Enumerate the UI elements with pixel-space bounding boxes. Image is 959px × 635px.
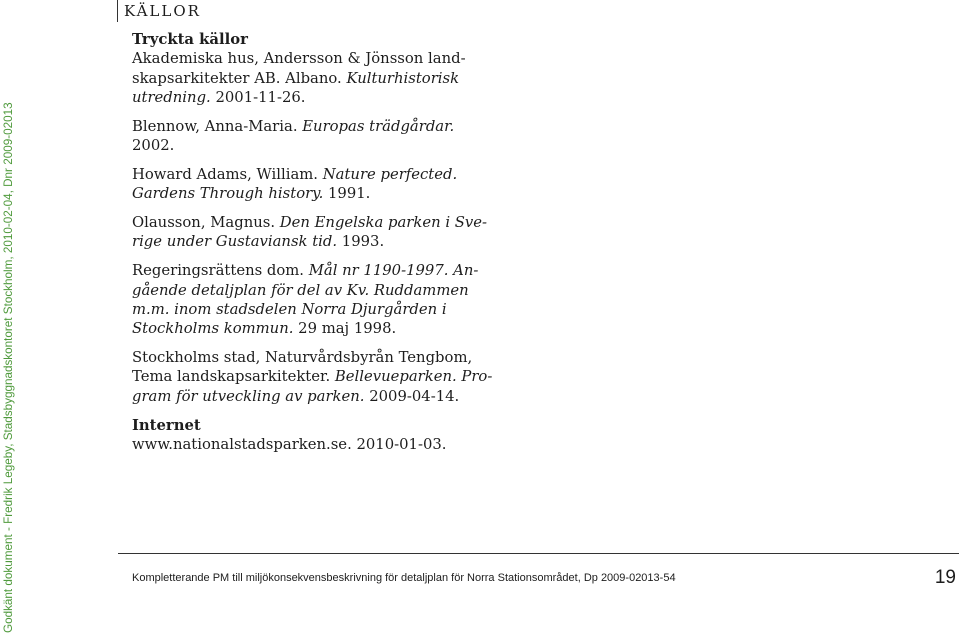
reference-title: rige under Gustaviansk tid. xyxy=(132,233,338,251)
reference-title: Kulturhistorisk xyxy=(346,69,460,87)
reference-title: gående detaljplan för del av Kv. Ruddammen xyxy=(132,281,469,299)
reference-text: Tema landskapsarkitekter. xyxy=(132,368,335,386)
reference-title: Gardens Through history. xyxy=(132,185,324,203)
reference-title: Mål nr 1190-1997. An- xyxy=(308,262,479,280)
reference-line xyxy=(132,88,492,107)
reference-line xyxy=(132,319,492,338)
reference-text: Blennow, Anna-Maria. xyxy=(132,117,303,135)
reference-text: skapsarkitekter AB. Albano. xyxy=(132,69,347,87)
reference-title: m.m. inom stadsdelen Norra Djurgården i xyxy=(132,300,447,318)
reference-text: Olausson, Magnus. xyxy=(132,214,280,232)
reference-line xyxy=(132,435,492,454)
reference-line xyxy=(132,232,492,251)
reference-line xyxy=(132,261,492,280)
reference-text: 2001-11-26. xyxy=(210,88,306,106)
reference-entry xyxy=(132,213,492,252)
section-title: KÄLLOR xyxy=(124,2,201,20)
reference-line xyxy=(132,136,492,155)
reference-entry xyxy=(132,435,492,454)
reference-line xyxy=(132,213,492,232)
reference-title: gram för utveckling av parken. xyxy=(132,387,365,405)
reference-line xyxy=(132,367,492,386)
reference-text: 29 maj 1998. xyxy=(293,320,397,338)
reference-text: 1991. xyxy=(323,185,371,203)
reference-title: Bellevueparken. Pro- xyxy=(334,368,493,386)
reference-entry xyxy=(132,261,492,338)
reference-title: utredning. xyxy=(132,88,211,106)
approval-stamp: Godkänt dokument - Fredrik Legeby, Stadsbyggnadskontoret Stockholm, 2010-02-04, Dnr 2009-02013 xyxy=(2,102,15,633)
reference-line xyxy=(132,49,492,68)
reference-line xyxy=(132,281,492,300)
reference-text: Regeringsrättens dom. xyxy=(132,262,309,280)
reference-url-text: www.nationalstadsparken.se. 2010-01-03. xyxy=(132,435,447,453)
reference-entry xyxy=(132,117,492,156)
sources-list xyxy=(132,30,492,464)
reference-text: Howard Adams, William. xyxy=(132,165,323,183)
reference-title: Europas trädgårdar. xyxy=(302,117,455,135)
reference-line xyxy=(132,69,492,88)
reference-entry xyxy=(132,49,492,107)
reference-entry xyxy=(132,348,492,406)
reference-text: Stockholms stad, Naturvårdsbyrån Tengbom, xyxy=(132,349,473,367)
reference-text: Akademiska hus, Andersson & Jönsson land- xyxy=(132,50,466,68)
reference-line xyxy=(132,300,492,319)
reference-text: 1993. xyxy=(337,233,385,251)
reference-line xyxy=(132,184,492,203)
reference-line xyxy=(132,387,492,406)
reference-line xyxy=(132,117,492,136)
footer-document-title: Kompletterande PM till miljökonsekvensbeskrivning för detaljplan för Norra Stationsområdet, Dp 2009-02013-54 xyxy=(132,572,676,584)
reference-text: 2002. xyxy=(132,137,175,155)
reference-line xyxy=(132,165,492,184)
printed-sources-heading: Tryckta källor xyxy=(132,31,248,48)
reference-text: 2009-04-14. xyxy=(364,387,460,405)
reference-title: Nature perfected. xyxy=(322,165,458,183)
reference-title: Stockholms kommun. xyxy=(132,320,294,338)
footer-rule xyxy=(118,553,959,554)
page-number: 19 xyxy=(934,567,956,588)
reference-line xyxy=(132,348,492,367)
internet-sources-heading: Internet xyxy=(132,416,201,434)
header-rule xyxy=(117,0,118,22)
reference-title: Den Engelska parken i Sve- xyxy=(279,214,488,232)
reference-entry xyxy=(132,165,492,204)
